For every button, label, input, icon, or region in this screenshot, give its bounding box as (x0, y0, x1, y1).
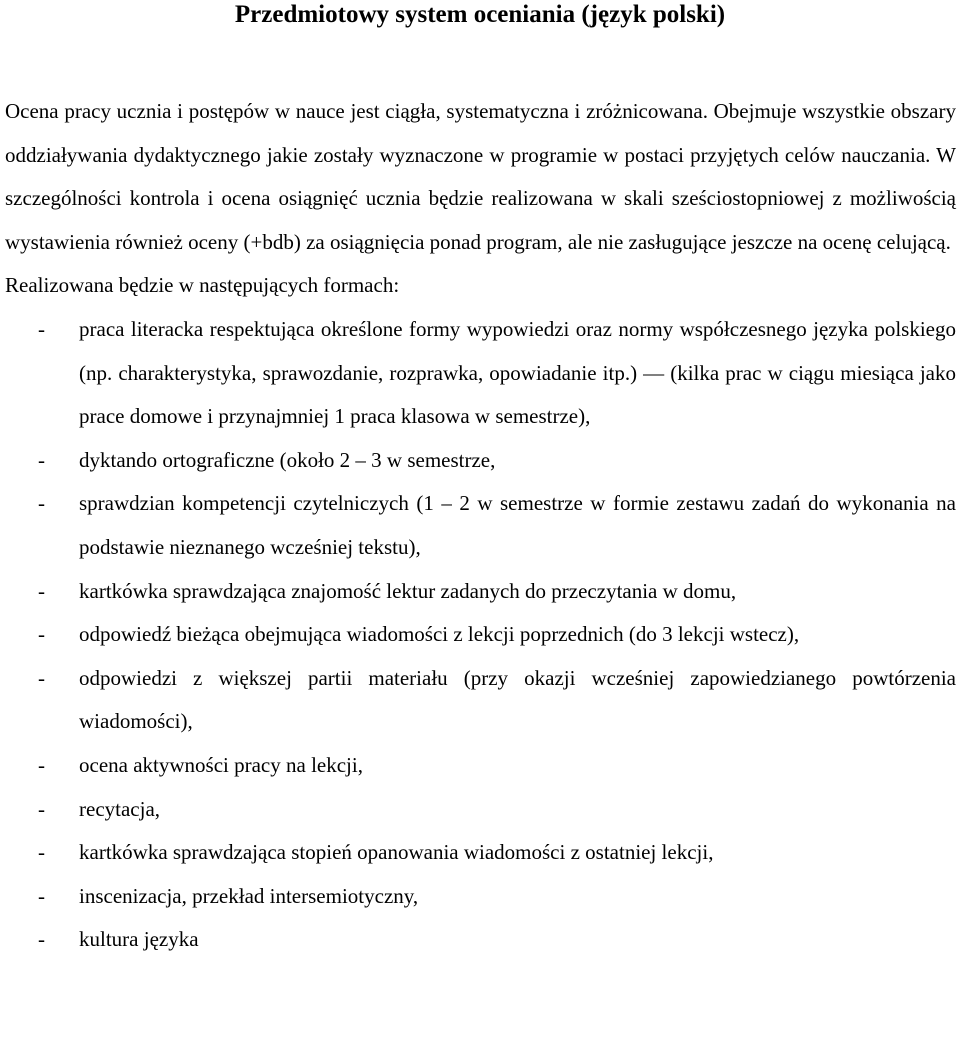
list-item (5, 918, 956, 962)
list-item (5, 657, 956, 744)
intro-paragraph: Ocena pracy ucznia i postępów w nauce jest ciągła, systematyczna i zróżnicowana. Obejmuje wszystkie obszary oddziaływania dydaktycznego jakie zostały wyznaczone w programie w postaci przyjętych celów nauczania. W szczególności kontrola i ocena osiągnięć ucznia będzie realizowana w skali sześciostopniowej z możliwością wystawienia również oceny (+bdb) za osiągnięcia ponad program, ale nie zasługujące jeszcze na ocenę celującą. (5, 99, 956, 254)
list-item (5, 439, 956, 483)
dash-bullet: - (38, 752, 45, 777)
dash-bullet: - (38, 665, 45, 690)
dash-bullet: - (38, 491, 45, 516)
list-item-text: kartkówka sprawdzająca stopień opanowania wiadomości z ostatniej lekcji, (79, 840, 714, 865)
list-item-text: odpowiedzi z większej partii materiału (przy okazji wcześniej zapowiedzianego powtórzenia wiadomości), (79, 665, 956, 734)
list-item-text: odpowiedź bieżąca obejmująca wiadomości z lekcji poprzednich (do 3 lekcji wstecz), (79, 622, 800, 647)
forms-list (5, 308, 956, 962)
dash-bullet: - (38, 316, 45, 341)
dash-bullet: - (38, 622, 45, 647)
forms-heading: Realizowana będzie w następujących formach: (5, 273, 400, 298)
dash-bullet: - (38, 796, 45, 821)
list-item-text: praca literacka respektująca określone formy wypowiedzi oraz normy współczesnego języka polskiego (np. charakterystyka, sprawozdanie, rozprawka, opowiadanie itp.) — (kilka prac w ciągu miesiąca jako prace domowe i przynajmniej 1 praca klasowa w semestrze), (79, 316, 956, 429)
list-item (5, 613, 956, 657)
dash-bullet: - (38, 927, 45, 952)
list-item-text: ocena aktywności pracy na lekcji, (79, 752, 363, 777)
dash-bullet: - (38, 447, 45, 472)
list-item-text: sprawdzian kompetencji czytelniczych (1 – 2 w semestrze w formie zestawu zadań do wykonania na podstawie nieznanego wcześniej tekstu), (79, 491, 956, 559)
list-item (5, 831, 956, 875)
list-item-text: kartkówka sprawdzająca znajomość lektur zadanych do przeczytania w domu, (79, 578, 737, 603)
list-item-text: kultura języka (79, 927, 199, 952)
list-item (5, 744, 956, 788)
document-body (5, 90, 956, 962)
list-item-text: recytacja, (79, 796, 161, 821)
list-item-text: dyktando ortograficzne (około 2 – 3 w semestrze, (79, 447, 496, 472)
dash-bullet: - (38, 840, 45, 865)
dash-bullet: - (38, 883, 45, 908)
list-item (5, 788, 956, 832)
list-item (5, 570, 956, 614)
list-item (5, 482, 956, 569)
list-item (5, 875, 956, 919)
list-item-text: inscenizacja, przekład intersemiotyczny, (79, 883, 419, 908)
list-item (5, 308, 956, 439)
document-title: Przedmiotowy system oceniania (język polski) (234, 1, 726, 28)
dash-bullet: - (38, 578, 45, 603)
